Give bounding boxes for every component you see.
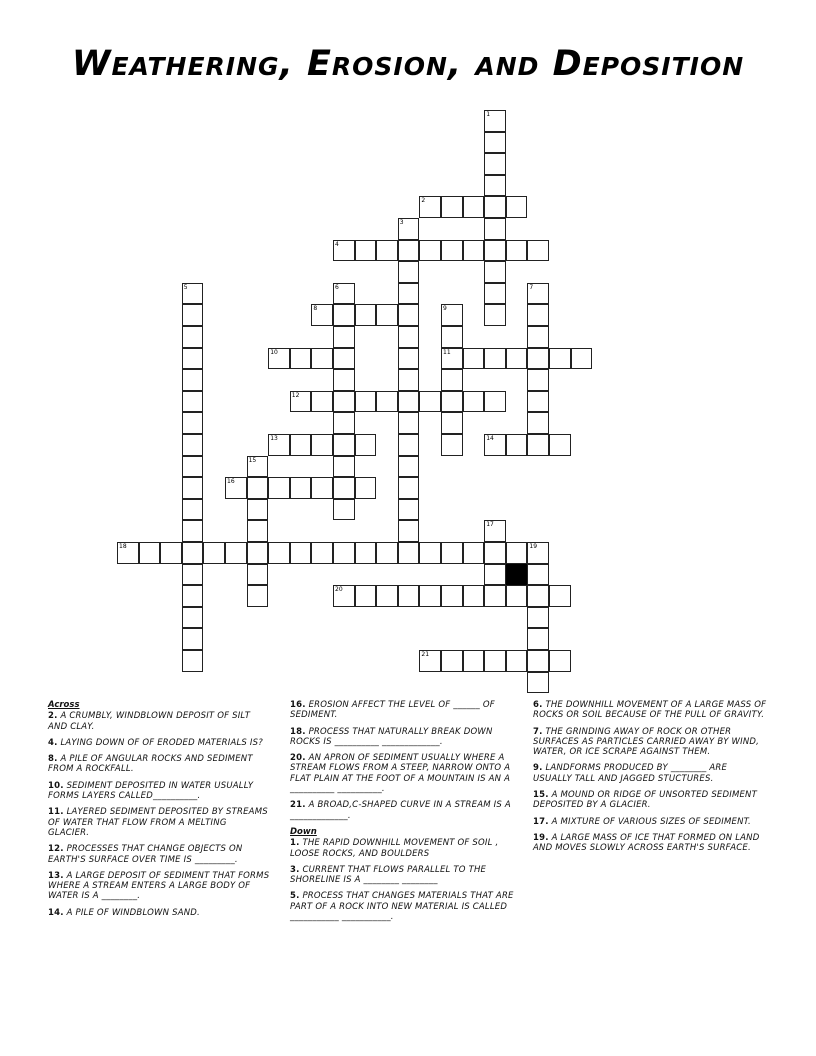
down-heading: Down: [290, 826, 317, 837]
grid-cell[interactable]: [182, 348, 204, 370]
grid-cell[interactable]: [441, 240, 463, 262]
cell-number: 7: [529, 283, 534, 291]
grid-cell[interactable]: [463, 240, 485, 262]
across-clue-11: 11. LAYERED SEDIMENT DEPOSITED BY STREAMS OF WATER THAT FLOW FROM A MELTING GLACIER.: [48, 807, 268, 838]
grid-cell[interactable]: [290, 434, 312, 456]
grid-cell[interactable]: [268, 477, 290, 499]
grid-cell[interactable]: [182, 499, 204, 521]
grid-cell[interactable]: [333, 542, 355, 564]
grid-cell[interactable]: [463, 585, 485, 607]
grid-cell[interactable]: [441, 650, 463, 672]
grid-cell[interactable]: [441, 326, 463, 348]
grid-cell[interactable]: [398, 412, 420, 434]
grid-cell[interactable]: [247, 499, 269, 521]
grid-cell[interactable]: [484, 153, 506, 175]
grid-cell[interactable]: [398, 326, 420, 348]
grid-cell[interactable]: [311, 477, 333, 499]
cell-number: 1: [486, 111, 491, 118]
grid-cell[interactable]: [527, 434, 549, 456]
grid-cell[interactable]: [419, 240, 441, 262]
grid-cell[interactable]: [182, 520, 204, 542]
grid-cell[interactable]: [182, 412, 204, 434]
grid-cell[interactable]: [527, 650, 549, 672]
grid-cell[interactable]: [484, 304, 506, 326]
cell-number: 11: [443, 348, 451, 356]
grid-cell[interactable]: [484, 175, 506, 197]
grid-cell[interactable]: [355, 585, 377, 607]
clues-column-1: [48, 700, 270, 924]
grid-cell[interactable]: [463, 542, 485, 564]
grid-cell[interactable]: [376, 542, 398, 564]
grid-cell[interactable]: [398, 434, 420, 456]
across-clue-14: 14. A PILE OF WINDBLOWN SAND.: [48, 907, 200, 918]
grid-cell[interactable]: [355, 542, 377, 564]
grid-cell[interactable]: [182, 650, 204, 672]
grid-cell[interactable]: [506, 542, 528, 564]
down-clue-9: 9. LANDFORMS PRODUCED BY ________ ARE USUALLY TALL AND JAGGED STUCTURES.: [533, 763, 728, 784]
grid-cell[interactable]: [247, 520, 269, 542]
down-clue-7: 7. THE GRINDING AWAY OF ROCK OR OTHER SURFACES AS PARTICLES CARRIED AWAY BY WIND, WATER, OR ICE SCRAPE AGAINST THEM.: [533, 726, 760, 758]
grid-cell[interactable]: [182, 326, 204, 348]
grid-cell[interactable]: [333, 391, 355, 413]
grid-cell[interactable]: [484, 348, 506, 370]
cell-number: 12: [291, 391, 300, 399]
grid-cell[interactable]: [355, 240, 377, 262]
across-heading: Across: [48, 700, 80, 710]
grid-cell[interactable]: [333, 326, 355, 348]
grid-cell[interactable]: [398, 348, 420, 370]
down-clue-17: 17. A MIXTURE OF VARIOUS SIZES OF SEDIMENT.: [533, 816, 751, 827]
grid-cell[interactable]: [527, 240, 549, 262]
grid-cell[interactable]: [333, 412, 355, 434]
across-clue-8: 8. A PILE OF ANGULAR ROCKS AND SEDIMENT FROM A ROCKFALL.: [48, 754, 253, 775]
down-clue-6: 6. THE DOWNHILL MOVEMENT OF A LARGE MASS OF ROCKS OR SOIL BECAUSE OF THE PULL OF GRAVITY.: [533, 700, 767, 721]
down-clue-1: 1. THE RAPID DOWNHILL MOVEMENT OF SOIL , LOOSE ROCKS, AND BOULDERS: [290, 838, 499, 859]
grid-cell[interactable]: [549, 348, 571, 370]
grid-cell[interactable]: [549, 650, 571, 672]
grid-cell[interactable]: [333, 348, 355, 370]
grid-cell[interactable]: [463, 650, 485, 672]
grid-cell[interactable]: [398, 520, 420, 542]
down-clue-15: 15. A MOUND OR RIDGE OF UNSORTED SEDIMENT DEPOSITED BY A GLACIER.: [533, 790, 757, 811]
cell-number: 9: [443, 305, 447, 313]
grid-cell[interactable]: [398, 456, 420, 478]
grid-cell[interactable]: [527, 391, 549, 413]
grid-cell[interactable]: [182, 456, 204, 478]
grid-cell[interactable]: [484, 585, 506, 607]
across-clue-4: 4. LAYING DOWN OF OF ERODED MATERIALS IS?: [48, 737, 263, 748]
grid-cell[interactable]: [376, 240, 398, 262]
grid-cell[interactable]: [398, 304, 420, 326]
across-clue-12: 12. PROCESSES THAT CHANGE OBJECTS ON EARTH'S SURFACE OVER TIME IS _________.: [48, 844, 243, 865]
grid-cell[interactable]: [182, 304, 204, 326]
grid-cell[interactable]: [527, 412, 549, 434]
grid-cell[interactable]: [333, 456, 355, 478]
grid-cell[interactable]: [376, 391, 398, 413]
across-clue-21: 21. A BROAD,C-SHAPED CURVE IN A STREAM IS A _____________.: [290, 800, 511, 821]
grid-cell[interactable]: [311, 542, 333, 564]
grid-cell[interactable]: [441, 412, 463, 434]
grid-cell[interactable]: [398, 261, 420, 283]
grid-cell[interactable]: [247, 477, 269, 499]
grid-cell[interactable]: [506, 348, 528, 370]
grid-cell[interactable]: [182, 477, 204, 499]
cell-number: 21: [421, 651, 430, 658]
grid-cell[interactable]: [527, 628, 549, 650]
grid-cell[interactable]: [484, 650, 506, 672]
grid-cell[interactable]: [419, 391, 441, 413]
cell-number: 8: [313, 305, 318, 313]
grid-cell[interactable]: [549, 585, 571, 607]
grid-cell[interactable]: [333, 304, 355, 326]
grid-cell[interactable]: [463, 391, 485, 413]
grid-cell[interactable]: [182, 434, 204, 456]
cell-number: 6: [335, 283, 339, 291]
grid-cell[interactable]: [225, 542, 247, 564]
grid-cell[interactable]: [441, 434, 463, 456]
grid-cell[interactable]: [182, 542, 204, 564]
down-clue-5: 5. PROCESS THAT CHANGES MATERIALS THAT ARE PART OF A ROCK INTO NEW MATERIAL IS CALLED ___________ ___________.: [290, 891, 514, 923]
grid-cell[interactable]: [182, 564, 204, 586]
grid-cell[interactable]: [484, 240, 506, 262]
grid-cell[interactable]: [182, 369, 204, 391]
grid-cell[interactable]: [376, 585, 398, 607]
cell-number: 15: [248, 456, 257, 464]
grid-cell[interactable]: [484, 542, 506, 564]
grid-cell[interactable]: [571, 348, 593, 370]
grid-cell[interactable]: [506, 196, 528, 218]
grid-cell[interactable]: [441, 391, 463, 413]
grid-cell[interactable]: [247, 564, 269, 586]
grid-cell[interactable]: [139, 542, 161, 564]
grid-cell[interactable]: [398, 391, 420, 413]
across-clue-20: 20. AN APRON OF SEDIMENT USUALLY WHERE A STREAM FLOWS FROM A STEEP, NARROW ONTO A FLAT PLAIN AT THE FOOT OF A MOUNTAIN IS AN A __________ __________.: [290, 753, 511, 795]
grid-cell[interactable]: [484, 261, 506, 283]
grid-cell[interactable]: [333, 499, 355, 521]
grid-cell[interactable]: [527, 369, 549, 391]
cell-number: 13: [270, 435, 278, 442]
grid-cell[interactable]: [311, 348, 333, 370]
grid-cell[interactable]: [527, 585, 549, 607]
cell-number: 14: [486, 435, 494, 442]
down-clue-3: 3. CURRENT THAT FLOWS PARALLEL TO THE SHORELINE IS A ________ ________: [290, 864, 487, 886]
grid-cell[interactable]: [160, 542, 182, 564]
grid-cell[interactable]: [398, 585, 420, 607]
grid-cell[interactable]: [527, 672, 549, 694]
grid-cell[interactable]: [355, 434, 377, 456]
grid-cell[interactable]: [355, 477, 377, 499]
cell-number: 20: [335, 586, 343, 594]
grid-cell[interactable]: [484, 391, 506, 413]
across-clue-10: 10. SEDIMENT DEPOSITED IN WATER USUALLY FORMS LAYERS CALLED__________.: [48, 780, 254, 802]
grid-cell[interactable]: [419, 542, 441, 564]
grid-cell[interactable]: [398, 369, 420, 391]
grid-cell[interactable]: [506, 650, 528, 672]
down-clue-19: 19. A LARGE MASS OF ICE THAT FORMED ON LAND AND MOVES SLOWLY ACROSS EARTH'S SURFACE.: [533, 832, 760, 854]
grid-cell[interactable]: [527, 304, 549, 326]
grid-cell[interactable]: [398, 499, 420, 521]
grid-cell[interactable]: [527, 607, 549, 629]
grid-cell[interactable]: [549, 434, 571, 456]
cell-number: 17: [486, 521, 494, 529]
grid-cell[interactable]: [441, 369, 463, 391]
grid-cell[interactable]: [182, 585, 204, 607]
grid-cell[interactable]: [506, 240, 528, 262]
cell-number: 16: [227, 478, 235, 486]
grid-cell[interactable]: [527, 564, 549, 586]
grid-cell[interactable]: [290, 348, 312, 370]
grid-cell[interactable]: [419, 585, 441, 607]
grid-cell[interactable]: [182, 607, 204, 629]
grid-cell[interactable]: [527, 326, 549, 348]
grid-cell[interactable]: [441, 585, 463, 607]
black-square: [506, 564, 528, 586]
grid-cell[interactable]: [333, 369, 355, 391]
cell-number: 2: [421, 197, 426, 205]
grid-cell[interactable]: [484, 196, 506, 218]
cell-number: 10: [270, 348, 278, 356]
grid-cell[interactable]: [182, 628, 204, 650]
cell-number: 18: [119, 543, 127, 550]
grid-cell[interactable]: [247, 542, 269, 564]
grid-cell[interactable]: [355, 391, 377, 413]
grid-cell[interactable]: [398, 240, 420, 262]
grid-cell[interactable]: [441, 542, 463, 564]
across-clue-16: 16. EROSION AFFECT THE LEVEL OF ______ OF SEDIMENT.: [290, 700, 495, 721]
grid-cell[interactable]: [268, 542, 290, 564]
grid-cell[interactable]: [484, 564, 506, 586]
grid-cell[interactable]: [527, 348, 549, 370]
grid-cell[interactable]: [506, 434, 528, 456]
grid-cell[interactable]: [398, 283, 420, 305]
grid-cell[interactable]: [290, 542, 312, 564]
grid-cell[interactable]: [355, 304, 377, 326]
grid-cell[interactable]: [311, 434, 333, 456]
grid-cell[interactable]: [247, 585, 269, 607]
grid-cell[interactable]: [182, 391, 204, 413]
grid-cell[interactable]: [484, 218, 506, 240]
clues-column-2: [290, 700, 515, 928]
grid-cell[interactable]: [484, 283, 506, 305]
page-title: Weathering, Erosion, and Deposition: [71, 44, 745, 84]
grid-cell[interactable]: [506, 585, 528, 607]
cell-number: 3: [399, 219, 404, 226]
grid-cell[interactable]: [441, 196, 463, 218]
cell-number: 5: [183, 283, 188, 291]
cell-number: 4: [335, 240, 339, 248]
clues-column-3: [533, 700, 768, 860]
grid-cell[interactable]: [376, 304, 398, 326]
across-clue-13: 13. A LARGE DEPOSIT OF SEDIMENT THAT FORMS WHERE A STREAM ENTERS A LARGE BODY OF WATER IS A ________.: [48, 870, 270, 902]
across-clue-18: 18. PROCESS THAT NATURALLY BREAK DOWN ROCKS IS __________ _____________.: [290, 726, 493, 747]
grid-cell[interactable]: [398, 542, 420, 564]
grid-cell[interactable]: [203, 542, 225, 564]
grid-cell[interactable]: [463, 196, 485, 218]
grid-cell[interactable]: [398, 477, 420, 499]
grid-cell[interactable]: [463, 348, 485, 370]
cell-number: 19: [529, 543, 538, 550]
grid-cell[interactable]: [333, 434, 355, 456]
across-clue-2: 2. A CRUMBLY, WINDBLOWN DEPOSIT OF SILT AND CLAY.: [48, 711, 251, 732]
grid-cell[interactable]: [311, 391, 333, 413]
grid-cell[interactable]: [484, 132, 506, 154]
grid-cell[interactable]: [290, 477, 312, 499]
grid-cell[interactable]: [333, 477, 355, 499]
